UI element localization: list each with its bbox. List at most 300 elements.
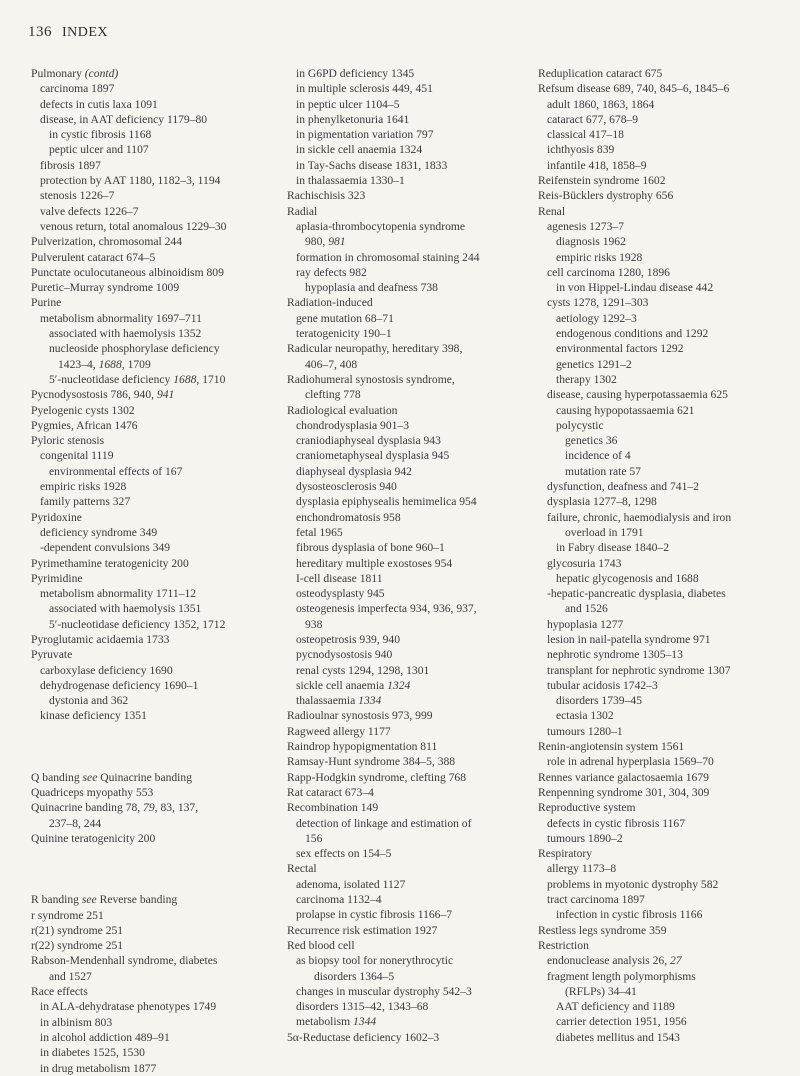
index-subentry [287,632,527,647]
entry-text: Pyloric stenosis [31,434,105,448]
index-subentry [31,188,271,203]
entry-text: renal cysts 1294, 1298, 1301 [296,663,430,677]
entry-text: in alcohol addiction 489–91 [40,1030,170,1044]
index-heading [287,861,527,876]
entry-text: in thalassaemia 1330–1 [296,174,405,188]
entry-text: nephrotic syndrome 1305–13 [547,648,683,662]
entry-text: lesion in nail-patella syndrome 971 [547,632,711,646]
index-subentry [538,280,793,295]
index-heading [31,234,271,249]
entry-text: Pulmonary [31,67,85,80]
entry-text: in albinism 803 [40,1015,113,1029]
index-subentry [287,326,527,341]
index-heading [538,739,793,754]
index-heading [31,418,271,433]
entry-text: 1423–4, [58,357,99,371]
entry-text: and 1527 [49,969,92,983]
index-heading [538,938,793,953]
index-subentry [287,984,527,999]
index-heading [287,739,527,754]
index-heading [287,754,527,769]
italic-text: 1344 [353,1015,377,1029]
index-subentry [287,571,527,586]
index-subentry [538,586,793,601]
index-subentry [287,81,527,96]
index-subentry [287,479,527,494]
entry-text: disorders 1364–5 [314,969,395,983]
entry-text: congenital 1119 [40,449,114,463]
entry-text: hereditary multiple exostoses 954 [296,556,453,570]
entry-text: transplant for nephrotic syndrome 1307 [547,663,731,677]
entry-text: kinase deficiency 1351 [40,709,147,723]
entry-text: Pyroglutamic acidaemia 1733 [31,632,170,646]
index-subentry [31,158,271,173]
entry-text: Quadriceps myopathy 553 [31,786,154,800]
index-subentry [538,97,793,112]
index-subentry [287,525,527,540]
index-subentry [31,97,271,112]
index-subentry [538,754,793,769]
index-subentry [287,219,527,234]
index-subentry [31,1015,271,1030]
index-subentry [31,142,271,157]
index-heading [31,647,271,662]
entry-text: osteodysplasty 945 [296,587,385,601]
entry-text: prolapse in cystic fibrosis 1166–7 [296,908,453,922]
index-heading [31,403,271,418]
index-heading [31,280,271,295]
index-subentry [287,556,527,571]
entry-text: Pyrimidine [31,571,83,585]
index-subentry [538,372,793,387]
entry-text: family patterns 327 [40,495,131,509]
index-subentry [287,877,527,892]
index-column-2 [287,66,527,1045]
index-subentry [538,1030,793,1045]
index-heading [538,188,793,203]
entry-text: Q banding [31,770,83,784]
entry-text: tumours 1280–1 [547,724,623,738]
index-heading [538,204,793,219]
index-subentry [287,280,527,295]
index-subentry [31,1030,271,1045]
index-heading [31,892,271,907]
index-subentry [538,999,793,1014]
index-heading [31,295,271,310]
entry-text: Quinine teratogenicity 200 [31,831,156,845]
index-heading [31,265,271,280]
entry-text: aplasia-thrombocytopenia syndrome [296,219,466,233]
entry-text: tumours 1890–2 [547,831,623,845]
index-heading [287,938,527,953]
index-subentry [538,678,793,693]
index-heading [31,556,271,571]
entry-text: Recurrence risk estimation 1927 [287,923,438,937]
entry-text: dehydrogenase deficiency 1690–1 [40,678,199,692]
entry-text: Pyridoxine [31,510,82,524]
index-subentry [287,601,527,616]
index-subentry [31,173,271,188]
index-subentry [538,663,793,678]
entry-text: Rapp-Hodgkin syndrome, clefting 768 [287,770,467,784]
index-heading [287,785,527,800]
index-subentry [31,969,271,984]
entry-text: fetal 1965 [296,525,343,539]
entry-text: dysosteosclerosis 940 [296,480,397,494]
index-heading [31,831,271,846]
entry-text: formation in chromosomal staining 244 [296,250,480,264]
entry-text: incidence of 4 [565,449,631,463]
page-title: INDEX [62,25,109,40]
entry-text: mutation rate 57 [565,464,641,478]
entry-text: Reis-Bücklers dystrophy 656 [538,189,674,203]
entry-text: pycnodysostosis 940 [296,648,393,662]
italic-text: see [82,770,98,784]
entry-text: problems in myotonic dystrophy 582 [547,877,719,891]
entry-text: (RFLPs) 34–41 [565,984,637,998]
entry-text: genetics 36 [565,434,618,448]
entry-text: causing hypopotassaemia 621 [556,403,695,417]
entry-text: Ragweed allergy 1177 [287,724,391,738]
index-heading [31,66,271,81]
entry-text: thalassaemia [296,694,359,708]
index-heading [538,770,793,785]
index-subentry [287,66,527,81]
entry-text: in G6PD deficiency 1345 [296,67,415,80]
entry-text: stenosis 1226–7 [40,189,115,203]
entry-text: in ALA-dehydratase phenotypes 1749 [40,1000,217,1014]
index-subentry [538,479,793,494]
index-heading [31,908,271,923]
index-heading [31,800,271,815]
entry-text: in cystic fibrosis 1168 [49,128,152,142]
entry-text: dysplasia epiphysealis hemimelica 954 [296,495,477,509]
index-heading [538,173,793,188]
entry-text: craniodiaphyseal dysplasia 943 [296,434,441,448]
index-subentry [31,540,271,555]
entry-text: allergy 1173–8 [547,862,617,876]
entry-text: endogenous conditions and 1292 [556,327,709,341]
index-subentry [287,953,527,968]
index-subentry [31,1061,271,1076]
index-heading [538,846,793,861]
index-subentry [538,357,793,372]
section-gap [31,846,271,892]
index-heading [287,800,527,815]
entry-text: 83, 137, [157,801,199,815]
index-subentry [287,357,527,372]
index-subentry [538,234,793,249]
entry-text: r(22) syndrome 251 [31,939,124,953]
index-subentry [287,464,527,479]
entry-text: associated with haemolysis 1351 [49,602,202,616]
index-subentry [31,1045,271,1060]
entry-text: polycystic [556,418,604,432]
entry-text: associated with haemolysis 1352 [49,327,202,341]
index-column-1 [31,66,271,1076]
entry-text: carcinoma 1132–4 [296,893,382,907]
index-heading [31,938,271,953]
entry-text: in multiple sclerosis 449, 451 [296,82,433,96]
entry-text: Refsum disease 689, 740, 845–6, 1845–6 [538,82,730,96]
section-gap [31,724,271,770]
entry-text: diaphyseal dysplasia 942 [296,464,412,478]
index-subentry [31,678,271,693]
index-subentry [287,816,527,831]
index-subentry [31,311,271,326]
entry-text: teratogenicity 190–1 [296,327,392,341]
entry-text: Renpenning syndrome 301, 304, 309 [538,785,710,799]
italic-text: 27 [670,954,682,968]
index-subentry [287,311,527,326]
entry-text: hepatic glycogenosis and 1688 [556,571,699,585]
entry-text: sickle cell anaemia [296,678,388,692]
index-heading [31,632,271,647]
entry-text: Raindrop hypopigmentation 811 [287,740,438,754]
index-subentry [287,907,527,922]
index-subentry [538,158,793,173]
index-subentry [538,265,793,280]
entry-text: Rectal [287,862,317,876]
entry-text: 1709 [124,357,151,371]
entry-text: Radicular neuropathy, hereditary 398, [287,342,463,356]
index-subentry [287,647,527,662]
entry-text: dysplasia 1277–8, 1298 [547,495,657,509]
entry-text: in pigmentation variation 797 [296,128,434,142]
entry-text: Ramsay-Hunt syndrome 384–5, 388 [287,755,456,769]
index-subentry [287,112,527,127]
index-heading [538,81,793,96]
index-heading [287,770,527,785]
entry-text: in sickle cell anaemia 1324 [296,143,423,157]
index-subentry [287,846,527,861]
entry-text: Pyruvate [31,648,73,662]
entry-text: Pygmies, African 1476 [31,418,138,432]
page-number: 136 [28,24,52,40]
entry-text: overload in 1791 [565,525,644,539]
entry-text: Reifenstein syndrome 1602 [538,174,666,188]
entry-text: carboxylase deficiency 1690 [40,663,173,677]
italic-text: 1688, [98,357,125,371]
entry-text: Rat cataract 673–4 [287,785,374,799]
index-subentry [538,250,793,265]
index-subentry [31,326,271,341]
entry-text: Rennes variance galactosaemia 1679 [538,770,709,784]
index-subentry [31,999,271,1014]
entry-text: dysfunction, deafness and 741–2 [547,480,699,494]
entry-text: metabolism [296,1015,353,1029]
entry-text: Rabson-Mendenhall syndrome, diabetes [31,954,218,968]
entry-text: nucleoside phosphorylase deficiency [49,342,220,356]
entry-text: in von Hippel-Lindau disease 442 [556,281,714,295]
entry-text: 980, [305,235,329,249]
entry-text: Pyelogenic cysts 1302 [31,403,135,417]
index-heading [287,1030,527,1045]
entry-text: gene mutation 68–71 [296,311,394,325]
entry-text: agenesis 1273–7 [547,219,624,233]
italic-text: 79, [143,801,158,815]
entry-text: diabetes mellitus and 1543 [556,1030,680,1044]
index-subentry [287,127,527,142]
entry-text: defects in cystic fibrosis 1167 [547,816,686,830]
entry-text: empiric risks 1928 [40,480,127,494]
index-subentry [31,601,271,616]
entry-text: metabolism abnormality 1697–711 [40,311,202,325]
index-subentry [538,816,793,831]
entry-text: r syndrome 251 [31,908,104,922]
entry-text: clefting 778 [305,388,361,402]
entry-text: Radiological evaluation [287,403,398,417]
index-subentry [287,494,527,509]
entry-text: Punctate oculocutaneous albinoidism 809 [31,265,224,279]
index-heading [287,724,527,739]
entry-text: endonuclease analysis 26, [547,954,670,968]
index-subentry [287,418,527,433]
index-subentry [287,831,527,846]
entry-text: Restriction [538,938,589,952]
index-subentry [31,341,271,356]
index-subentry [287,586,527,601]
entry-text: I-cell disease 1811 [296,571,383,585]
entry-text: Quinacrine banding 78, [31,801,144,815]
entry-text: metabolism abnormality 1711–12 [40,587,197,601]
index-subentry [538,708,793,723]
entry-text: cell carcinoma 1280, 1896 [547,265,670,279]
index-subentry [538,525,793,540]
index-subentry [287,142,527,157]
running-head [28,24,108,41]
entry-text: disease, causing hyperpotassaemia 625 [547,388,728,402]
index-subentry [538,448,793,463]
entry-text: Radiation-induced [287,296,373,310]
index-heading [31,510,271,525]
index-heading [31,923,271,938]
index-subentry [287,158,527,173]
entry-text: in drug metabolism 1877 [40,1061,157,1075]
entry-text: role in adrenal hyperplasia 1569–70 [547,755,714,769]
entry-text: hypoplasia 1277 [547,617,624,631]
entry-text: 1710 [199,372,226,386]
entry-text: fibrosis 1897 [40,158,101,172]
entry-text: Renal [538,204,566,218]
entry-text: osteopetrosis 939, 940 [296,632,401,646]
index-subentry [538,861,793,876]
index-subentry [287,448,527,463]
entry-text: Reduplication cataract 675 [538,67,663,80]
index-heading [538,800,793,815]
italic-text: see [81,893,97,907]
index-subentry [538,112,793,127]
index-heading [287,188,527,203]
entry-text: failure, chronic, haemodialysis and iron [547,510,732,524]
index-subentry [538,892,793,907]
index-subentry [538,969,793,984]
entry-text: tract carcinoma 1897 [547,893,645,907]
entry-text: Reproductive system [538,801,636,815]
entry-text: genetics 1291–2 [556,357,632,371]
entry-text: -dependent convulsions 349 [40,541,171,555]
entry-text: 406–7, 408 [305,357,358,371]
entry-text: adult 1860, 1863, 1864 [547,97,655,111]
entry-text: therapy 1302 [556,372,617,386]
entry-text: R banding [31,893,82,907]
index-subentry [287,969,527,984]
entry-text: carrier detection 1951, 1956 [556,1015,687,1029]
index-subentry [287,892,527,907]
entry-text: changes in muscular dystrophy 542–3 [296,984,472,998]
index-subentry [538,341,793,356]
index-subentry [538,142,793,157]
index-subentry [287,387,527,402]
index-subentry [31,479,271,494]
entry-text: detection of linkage and estimation of [296,816,472,830]
entry-text: AAT deficiency and 1189 [556,1000,675,1014]
index-subentry [287,1014,527,1029]
index-subentry [538,127,793,142]
entry-text: in Tay-Sachs disease 1831, 1833 [296,158,448,172]
entry-text: 5′-nucleotidase deficiency 1352, 1712 [49,617,226,631]
index-subentry [31,586,271,601]
index-subentry [538,219,793,234]
index-subentry [287,97,527,112]
entry-text: aetiology 1292–3 [556,311,637,325]
italic-text: 1334 [358,694,382,708]
entry-text: cataract 677, 678–9 [547,112,639,126]
italic-text: 941 [156,388,175,402]
entry-text: Respiratory [538,847,593,861]
entry-text: tubular acidosis 1742–3 [547,678,658,692]
index-subentry [538,571,793,586]
entry-text: Radiohumeral synostosis syndrome, [287,372,455,386]
entry-text: Radial [287,204,318,218]
index-subentry [31,372,271,387]
index-subentry [538,953,793,968]
entry-text: fibrous dysplasia of bone 960–1 [296,541,445,555]
index-subentry [287,234,527,249]
entry-text: defects in cutis laxa 1091 [40,97,158,111]
entry-text: Pycnodysostosis 786, 940, [31,388,157,402]
index-subentry [538,326,793,341]
entry-text: in diabetes 1525, 1530 [40,1046,145,1060]
entry-text: ectasia 1302 [556,709,614,723]
entry-text: peptic ulcer and 1107 [49,143,149,157]
index-subentry [538,418,793,433]
index-heading [538,923,793,938]
entry-text: hypoplasia and deafness 738 [305,281,438,295]
index-subentry [538,540,793,555]
entry-text: ray defects 982 [296,265,367,279]
index-heading [287,341,527,356]
entry-text: 938 [305,617,323,631]
index-subentry [31,464,271,479]
index-heading [31,571,271,586]
index-heading [287,372,527,387]
entry-text: fragment length polymorphisms [547,969,696,983]
index-subentry [538,601,793,616]
entry-text: carcinoma 1897 [40,82,115,96]
index-heading [538,66,793,81]
index-subentry [31,708,271,723]
entry-text: 237–8, 244 [49,816,102,830]
entry-text: Rachischisis 323 [287,189,366,203]
index-heading [31,770,271,785]
entry-text: enchondromatosis 958 [296,510,401,524]
entry-text: cysts 1278, 1291–303 [547,296,649,310]
entry-text: disease, in AAT deficiency 1179–80 [40,112,208,126]
entry-text: -hepatic-pancreatic dysplasia, diabetes [547,587,726,601]
index-subentry [287,693,527,708]
index-subentry [538,693,793,708]
